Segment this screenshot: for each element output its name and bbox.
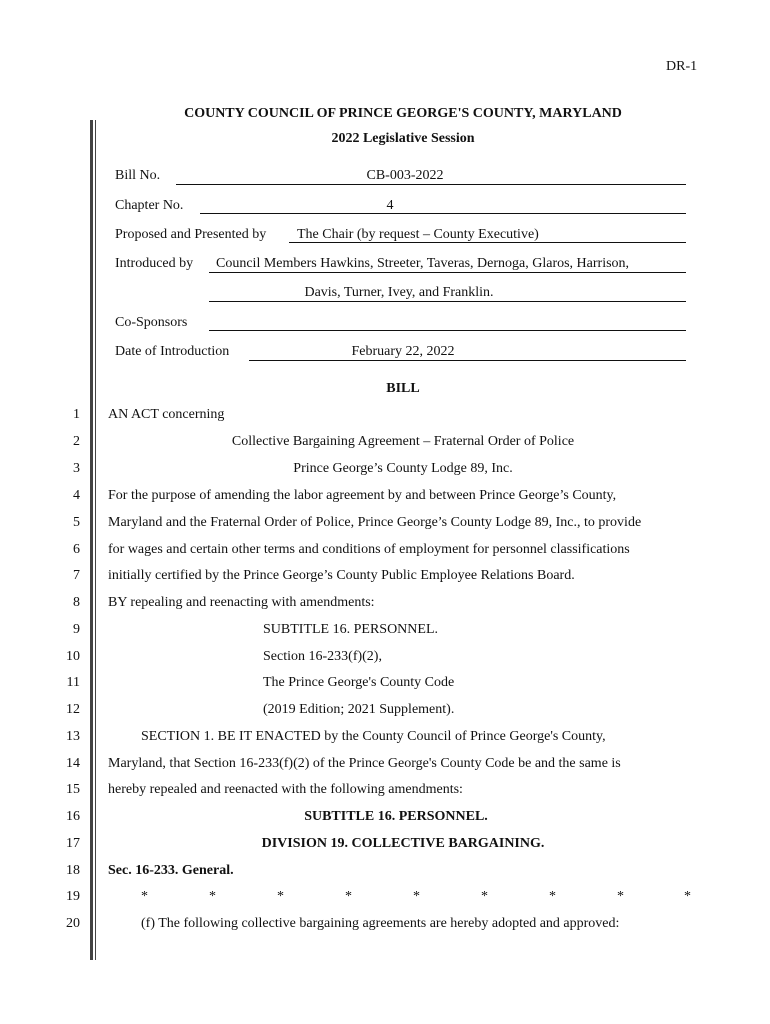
- body-line-13: SECTION 1. BE IT ENACTED by the County Council of Prince George's County,: [141, 729, 606, 744]
- line-number: 2: [73, 434, 80, 449]
- line-number: 6: [73, 542, 80, 557]
- line-number: 13: [66, 729, 80, 744]
- asterisk-marker: *: [141, 889, 148, 904]
- asterisk-marker: *: [549, 889, 556, 904]
- body-line-2: Collective Bargaining Agreement – Fraternal Order of Police: [231, 434, 575, 449]
- proposed-label: Proposed and Presented by: [115, 227, 267, 242]
- body-line-12: (2019 Edition; 2021 Supplement).: [263, 702, 455, 717]
- asterisk-marker: *: [413, 889, 420, 904]
- line-number: 14: [66, 756, 80, 771]
- introduced-value-line2: Davis, Turner, Ivey, and Franklin.: [304, 285, 494, 300]
- line-number: 1: [73, 407, 80, 422]
- body-line-16: SUBTITLE 16. PERSONNEL.: [304, 809, 488, 824]
- line-number: 9: [73, 622, 80, 637]
- body-line-20: (f) The following collective bargaining agreements are hereby adopted and approved:: [141, 916, 620, 931]
- line-number: 18: [66, 863, 80, 878]
- line-number: 8: [73, 595, 80, 610]
- line-number: 7: [73, 568, 80, 583]
- bill-no-value: CB-003-2022: [366, 168, 444, 183]
- date-value: February 22, 2022: [351, 344, 455, 359]
- date-label: Date of Introduction: [115, 344, 230, 359]
- asterisk-marker: *: [684, 889, 691, 904]
- bill-heading: BILL: [386, 381, 420, 396]
- margin-bar-thin: [95, 120, 96, 960]
- body-line-14: Maryland, that Section 16-233(f)(2) of the Prince George's County Code be and the same is: [108, 756, 621, 771]
- body-line-3: Prince George’s County Lodge 89, Inc.: [293, 461, 513, 476]
- body-line-15: hereby repealed and reenacted with the following amendments:: [108, 782, 463, 797]
- session-title: 2022 Legislative Session: [331, 131, 475, 146]
- line-number: 4: [73, 488, 80, 503]
- line-number: 17: [66, 836, 80, 851]
- body-line-6: for wages and certain other terms and conditions of employment for personnel classifications: [108, 542, 630, 557]
- margin-bar-thick: [90, 120, 93, 960]
- line-number: 15: [66, 782, 80, 797]
- asterisk-marker: *: [277, 889, 284, 904]
- line-number: 16: [66, 809, 80, 824]
- body-line-10: Section 16-233(f)(2),: [263, 649, 382, 664]
- chapter-value: 4: [386, 198, 394, 213]
- introduced-label: Introduced by: [115, 256, 194, 271]
- introduced-value-line1: Council Members Hawkins, Streeter, Taveras, Dernoga, Glaros, Harrison,: [216, 256, 630, 271]
- body-line-17: DIVISION 19. COLLECTIVE BARGAINING.: [261, 836, 545, 851]
- body-line-1: AN ACT concerning: [108, 407, 225, 422]
- asterisk-marker: *: [481, 889, 488, 904]
- chapter-rule: [200, 213, 686, 214]
- line-number: 19: [66, 889, 80, 904]
- cosponsors-rule: [209, 330, 686, 331]
- line-number: 3: [73, 461, 80, 476]
- line-number: 12: [66, 702, 80, 717]
- body-line-18: Sec. 16-233. General.: [108, 863, 234, 878]
- body-line-11: The Prince George's County Code: [263, 675, 455, 690]
- bill-no-label: Bill No.: [115, 168, 161, 183]
- body-line-9: SUBTITLE 16. PERSONNEL.: [263, 622, 438, 637]
- body-line-5: Maryland and the Fraternal Order of Police, Prince George’s County Lodge 89, Inc., to provide: [108, 515, 642, 530]
- body-line-8: BY repealing and reenacting with amendments:: [108, 595, 375, 610]
- asterisk-marker: *: [209, 889, 216, 904]
- proposed-value: The Chair (by request – County Executive): [297, 227, 539, 242]
- date-rule: [249, 360, 686, 361]
- asterisk-marker: *: [617, 889, 624, 904]
- council-title: COUNTY COUNCIL OF PRINCE GEORGE'S COUNTY, MARYLAND: [184, 106, 622, 121]
- document-id: DR-1: [666, 59, 698, 74]
- introduced-rule-2: [209, 301, 686, 302]
- line-number: 5: [73, 515, 80, 530]
- line-number: 20: [66, 916, 80, 931]
- asterisk-marker: *: [345, 889, 352, 904]
- line-number: 11: [66, 675, 80, 690]
- introduced-rule-1: [209, 272, 686, 273]
- line-number: 10: [66, 649, 80, 664]
- cosponsors-label: Co-Sponsors: [115, 315, 188, 330]
- chapter-label: Chapter No.: [115, 198, 184, 213]
- body-line-4: For the purpose of amending the labor agreement by and between Prince George’s County,: [108, 488, 617, 503]
- body-line-7: initially certified by the Prince George’s County Public Employee Relations Board.: [108, 568, 575, 583]
- bill-no-rule: [176, 184, 686, 185]
